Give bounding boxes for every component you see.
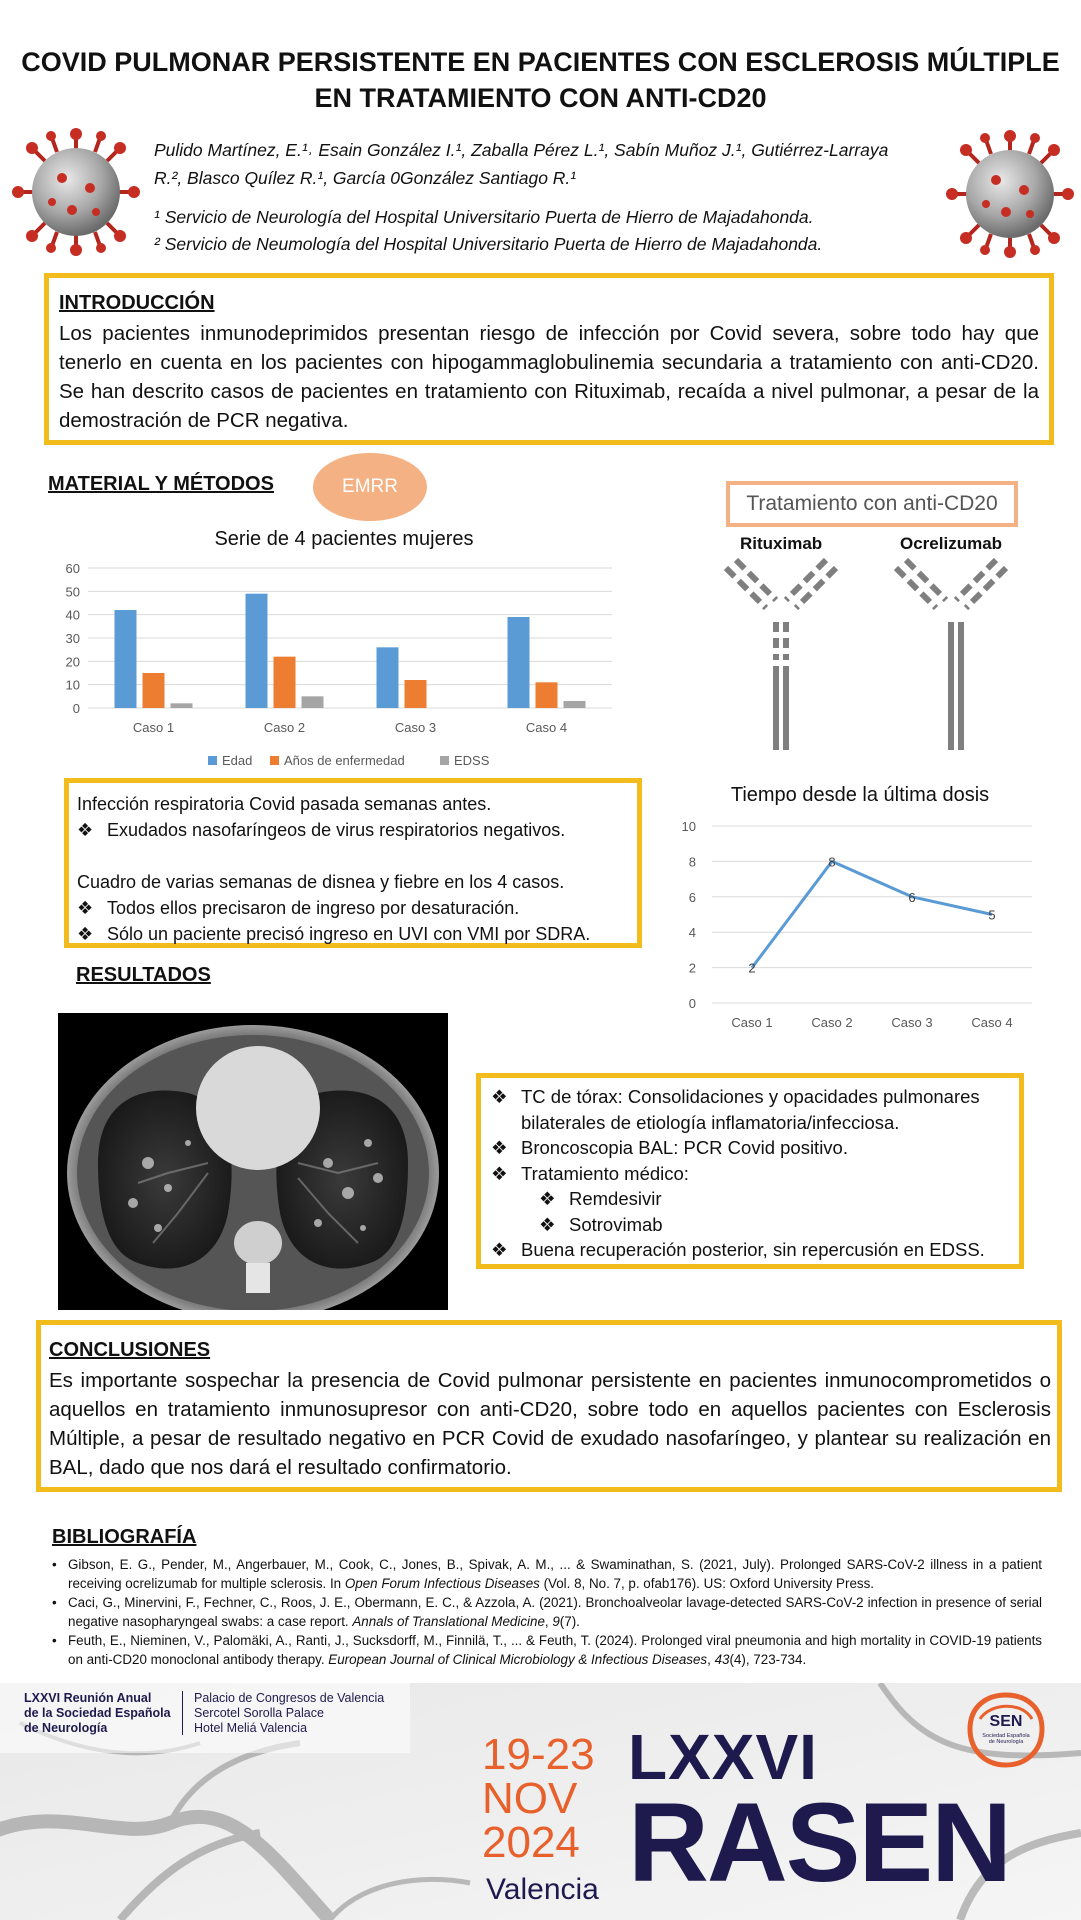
- results-bullet-4: [491, 1237, 1009, 1263]
- line-point-label: 2: [748, 960, 756, 976]
- infection-bullet-3-text: Sólo un paciente precisó ingreso en UVI con VMI por SDRA.: [107, 924, 591, 944]
- anti-cd20-label: Tratamiento con anti-CD20: [726, 481, 1018, 527]
- bullet-icon: ❖: [491, 1086, 508, 1107]
- rituximab-antibody-icon: [726, 560, 836, 750]
- sen-logo-subtitle-1: Sociedad Española: [982, 1733, 1030, 1739]
- reference-1: • Gibson, E. G., Pender, M., Angerbauer, M., Cook, C., Jones, B., Spivak, A. M., ... & Swaminathan, S. (2021, July). Prolonged SARS-CoV-2 illness in a patient receiving ocrelizumab for multiple sclerosis. In Open Forum Infectious Diseases (Vol. 8, No. 7, p. ofab176). US: Oxford University Press.: [52, 1555, 1042, 1593]
- reference-2: • Caci, G., Minervini, F., Fechner, C., Roos, J. E., Obermann, E. C., & Azzola, A. (2021). Bronchoalveolar lavage-detected SARS-CoV-2 infection in presence of serial negative nasopharyngeal swabs: a case report. Annals of Translational Medicine, 9(7).: [52, 1593, 1042, 1631]
- infection-bullet-2: [77, 895, 637, 921]
- line-point-label: 8: [828, 854, 836, 870]
- line-x-tick: Caso 1: [731, 1015, 773, 1030]
- bar-y-tick: 10: [65, 677, 80, 693]
- infection-line-1: Infección respiratoria Covid pasada semanas antes.: [77, 794, 492, 814]
- bullet-icon: ❖: [491, 1137, 508, 1158]
- antibody-diagram: [720, 556, 1020, 756]
- sen-logo-text: SEN: [989, 1713, 1023, 1730]
- footer-date-year: 2024: [482, 1818, 580, 1867]
- bar-3-2: [564, 701, 586, 708]
- footer-org-line-2: de la Sociedad Española: [24, 1706, 171, 1720]
- bar-y-tick: 40: [65, 607, 80, 623]
- line-x-tick: Caso 4: [971, 1015, 1013, 1030]
- results-bullet-2-text: Broncoscopia BAL: PCR Covid positivo.: [521, 1137, 848, 1158]
- bullet-icon: ❖: [77, 924, 94, 944]
- bar-3-1: [536, 682, 558, 708]
- bar-x-tick: Caso 3: [394, 720, 437, 735]
- bibliography-section: [52, 1526, 1042, 1669]
- bar-y-tick: 60: [65, 561, 80, 576]
- line-y-tick: 0: [688, 996, 696, 1011]
- footer-edition: LXXVI: [628, 1721, 818, 1793]
- bar-chart: [44, 520, 628, 770]
- bullet-icon: ❖: [77, 820, 94, 840]
- legend-swatch: [208, 756, 217, 765]
- affiliation-2: ² Servicio de Neumología del Hospital Universitario Puerta de Hierro de Majadahonda.: [154, 234, 823, 254]
- virus-left-icon: [12, 128, 140, 256]
- line-y-tick: 8: [688, 854, 696, 870]
- footer-date-month: NOV: [482, 1774, 578, 1823]
- line-x-tick: Caso 3: [891, 1015, 933, 1030]
- bullet-icon: ❖: [77, 898, 94, 918]
- bar-y-tick: 0: [72, 701, 80, 716]
- results-sub-bullet-2-text: Sotrovimab: [569, 1213, 663, 1235]
- footer-organizer: [24, 1691, 171, 1736]
- ocrelizumab-label: Ocrelizumab: [900, 534, 1003, 553]
- line-point-label: 6: [908, 889, 916, 905]
- line-series: [752, 861, 992, 967]
- footer-venues: [194, 1691, 384, 1736]
- bar-0-0: [115, 610, 137, 708]
- virus-right-icon: [946, 130, 1074, 258]
- line-point-label: 5: [988, 907, 996, 923]
- bar-3-0: [508, 617, 530, 708]
- results-bullet-3: [491, 1161, 1009, 1187]
- results-bullet-4-text: Buena recuperación posterior, sin repercusión en EDSS.: [521, 1239, 985, 1260]
- conclusions-section: [36, 1320, 1062, 1492]
- authors-line-2: R.², Blasco Quílez R.¹, García 0González Santiago R.¹: [154, 168, 577, 188]
- results-sub-bullet-1: [491, 1186, 1009, 1212]
- bar-y-tick: 30: [65, 631, 80, 646]
- line-y-tick: 10: [681, 819, 696, 834]
- sen-logo: [966, 1689, 1046, 1769]
- bar-x-tick: Caso 2: [263, 720, 306, 735]
- legend-label: EDSS: [454, 753, 490, 768]
- bar-1-1: [274, 657, 296, 708]
- bullet-icon: ❖: [539, 1188, 556, 1209]
- footer-org-line-1: LXXVI Reunión Anual: [24, 1691, 152, 1705]
- infection-box: [64, 778, 642, 948]
- infection-bullet-1: [77, 817, 637, 843]
- footer-city: Valencia: [486, 1873, 599, 1906]
- results-heading: RESULTADOS: [76, 964, 211, 986]
- bar-1-0: [246, 594, 268, 708]
- ocrelizumab-antibody-icon: [896, 560, 1006, 750]
- results-box: [476, 1073, 1024, 1269]
- affiliation-1: ¹ Servicio de Neurología del Hospital Universitario Puerta de Hierro de Majadahonda.: [154, 207, 814, 227]
- line-y-tick: 4: [688, 925, 696, 941]
- sen-logo-subtitle: [966, 1733, 1046, 1745]
- bar-x-tick: Caso 4: [525, 720, 568, 735]
- rituximab-label: Rituximab: [740, 534, 823, 553]
- bar-y-tick: 50: [65, 584, 80, 600]
- ct-scan-image: [58, 1013, 448, 1310]
- legend-label: Años de enfermedad: [284, 753, 405, 768]
- methods-heading: MATERIAL Y MÉTODOS: [48, 473, 274, 495]
- bar-0-2: [171, 703, 193, 708]
- footer-divider: [182, 1691, 183, 1735]
- infection-bullet-3: [77, 921, 637, 947]
- results-bullet-2: [491, 1135, 1009, 1161]
- poster-title: [20, 44, 1061, 116]
- bar-1-2: [302, 696, 324, 708]
- legend-swatch: [440, 756, 449, 765]
- bar-2-0: [377, 647, 399, 708]
- authors-line-1: Pulido Martínez, E.¹˒ Esain González I.¹, Zaballa Pérez L.¹, Sabín Muñoz J.¹, Gutiérrez-Larraya: [154, 140, 889, 160]
- conclusions-heading: CONCLUSIONES: [49, 1339, 211, 1361]
- introduction-text: Los pacientes inmunodeprimidos presentan riesgo de infección por Covid severa, sobre todo hay que tenerlo en cuenta en los pacientes con hipogammaglobulinemia secundaria a tratamiento con anti-CD20. Se han descrito casos de pacientes en tratamiento con Rituximab, recaída a nivel pulmonar, a pesar de la demostración de PCR negativa.: [59, 322, 1039, 432]
- line-chart: [660, 780, 1044, 1040]
- bar-2-1: [405, 680, 427, 708]
- sen-logo-subtitle-2: de Neurología: [988, 1739, 1024, 1745]
- line-y-tick: 2: [688, 960, 696, 976]
- introduction-heading: INTRODUCCIÓN: [59, 292, 215, 314]
- footer-org-line-3: de Neurología: [24, 1721, 108, 1735]
- authors: [154, 136, 954, 192]
- legend-swatch: [270, 756, 279, 765]
- footer-rasen: RASEN: [628, 1780, 1011, 1905]
- results-bullet-1-text: TC de tórax: Consolidaciones y opacidades pulmonares: [521, 1086, 980, 1107]
- footer-dates: [482, 1730, 595, 1867]
- bullet-icon: ❖: [539, 1213, 556, 1235]
- line-x-tick: Caso 2: [811, 1015, 853, 1030]
- results-bullet-3-text: Tratamiento médico:: [521, 1162, 689, 1184]
- footer-venue-3: Hotel Meliá Valencia: [194, 1721, 308, 1735]
- introduction-section: [44, 273, 1054, 445]
- title-line-1: COVID PULMONAR PERSISTENTE EN PACIENTES CON ESCLEROSIS MÚLTIPLE: [21, 47, 1060, 77]
- line-y-tick: 6: [688, 889, 696, 905]
- title-line-2: EN TRATAMIENTO CON ANTI-CD20: [314, 83, 767, 113]
- footer-banner: [0, 1683, 1081, 1920]
- footer-venue-2: Sercotel Sorolla Palace: [194, 1706, 324, 1720]
- reference-3: • Feuth, E., Nieminen, V., Palomäki, A., Ranti, J., Sucksdorff, M., Finnilä, T., ... & Feuth, T. (2024). Prolonged viral pneumonia and high mortality in COVID-19 patients on anti-CD20 monoclonal antibody therapy. European Journal of Clinical Microbiology & Infectious Diseases, 43(4), 723-734.: [52, 1631, 1042, 1669]
- infection-bullet-1-text: Exudados nasofaríngeos de virus respiratorios negativos.: [107, 820, 566, 840]
- footer-venue-1: Palacio de Congresos de Valencia: [194, 1691, 385, 1705]
- results-bullet-1: [491, 1084, 1009, 1110]
- emrr-badge: EMRR: [313, 453, 427, 521]
- affiliations: [154, 204, 954, 258]
- bar-y-tick: 20: [65, 654, 80, 670]
- bar-0-1: [143, 673, 165, 708]
- legend-label: Edad: [222, 753, 253, 768]
- results-bullet-1-cont: bilaterales de etiología inflamatoria/infecciosa.: [521, 1111, 900, 1133]
- results-sub-bullet-2: [491, 1212, 1009, 1238]
- results-sub-bullet-1-text: Remdesivir: [569, 1188, 662, 1209]
- bibliography-heading: BIBLIOGRAFÍA: [52, 1526, 197, 1548]
- conclusions-text: Es importante sospechar la presencia de Covid pulmonar persistente en pacientes inmunocomprometidos o aquellos en tratamiento inmunosupresor con anti-CD20, sobre todo en aquellos pacientes con Esclerosis Múltiple, a pesar de resultado negativo en PCR Covid de exudado nasofaríngeo, y plantear su realización en BAL, dado que nos dará el resultado confirmatorio.: [49, 1369, 1051, 1479]
- bullet-icon: ❖: [491, 1239, 508, 1260]
- line-chart-title: Tiempo desde la última dosis: [730, 784, 990, 806]
- infection-line-2: Cuadro de varias semanas de disnea y fiebre en los 4 casos.: [77, 872, 565, 892]
- bullet-icon: ❖: [491, 1162, 508, 1184]
- bar-x-tick: Caso 1: [132, 720, 175, 735]
- bar-chart-title: Serie de 4 pacientes mujeres: [214, 528, 474, 550]
- footer-date-days: 19-23: [482, 1730, 595, 1779]
- infection-bullet-2-text: Todos ellos precisaron de ingreso por desaturación.: [107, 898, 520, 918]
